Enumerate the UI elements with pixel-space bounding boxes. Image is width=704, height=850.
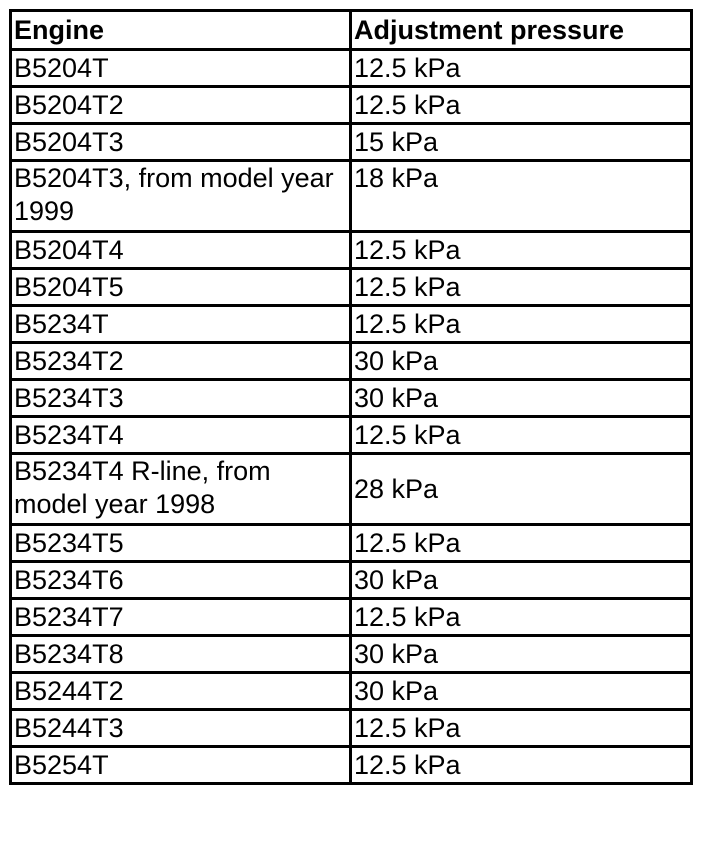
pressure-cell: 12.5 kPa: [351, 269, 692, 306]
pressure-cell: 30 kPa: [351, 673, 692, 710]
table-row: [11, 599, 692, 636]
table-row: [11, 562, 692, 599]
engine-cell: B5204T5: [11, 269, 351, 306]
engine-cell: B5234T5: [11, 525, 351, 562]
pressure-cell: 12.5 kPa: [351, 232, 692, 269]
engine-cell: B5244T2: [11, 673, 351, 710]
table-row: [11, 269, 692, 306]
table-row: [11, 87, 692, 124]
table-row: [11, 50, 692, 87]
pressure-column-header: Adjustment pressure: [351, 11, 692, 50]
engine-column-header: Engine: [11, 11, 351, 50]
pressure-cell: 12.5 kPa: [351, 599, 692, 636]
engine-cell: B5254T: [11, 747, 351, 784]
engine-cell: B5204T4: [11, 232, 351, 269]
pressure-cell: 12.5 kPa: [351, 87, 692, 124]
table-row: [11, 343, 692, 380]
table-row: [11, 454, 692, 525]
engine-cell: B5234T4 R-line, from model year 1998: [11, 454, 351, 525]
adjustment-pressure-table: [9, 9, 693, 785]
table-row: [11, 306, 692, 343]
engine-cell: B5244T3: [11, 710, 351, 747]
engine-cell: B5234T3: [11, 380, 351, 417]
engine-cell: B5234T8: [11, 636, 351, 673]
engine-cell: B5234T4: [11, 417, 351, 454]
pressure-cell: 30 kPa: [351, 343, 692, 380]
table-row: [11, 673, 692, 710]
table-row: [11, 417, 692, 454]
table-row: [11, 232, 692, 269]
pressure-cell: 12.5 kPa: [351, 710, 692, 747]
pressure-cell: 15 kPa: [351, 124, 692, 161]
pressure-cell: 30 kPa: [351, 636, 692, 673]
engine-cell: B5204T3, from model year 1999: [11, 161, 351, 232]
table-row: [11, 710, 692, 747]
pressure-cell: 30 kPa: [351, 562, 692, 599]
pressure-cell: 30 kPa: [351, 380, 692, 417]
engine-cell: B5204T3: [11, 124, 351, 161]
table-header-row: [11, 11, 692, 50]
table-row: [11, 636, 692, 673]
pressure-cell: 12.5 kPa: [351, 306, 692, 343]
engine-cell: B5204T2: [11, 87, 351, 124]
table-row: [11, 525, 692, 562]
table-row: [11, 124, 692, 161]
pressure-cell: 12.5 kPa: [351, 417, 692, 454]
engine-cell: B5234T2: [11, 343, 351, 380]
pressure-cell: 28 kPa: [351, 454, 692, 525]
engine-cell: B5234T6: [11, 562, 351, 599]
table-row: [11, 380, 692, 417]
engine-cell: B5234T: [11, 306, 351, 343]
pressure-cell: 12.5 kPa: [351, 747, 692, 784]
engine-cell: B5204T: [11, 50, 351, 87]
pressure-cell: 18 kPa: [351, 161, 692, 232]
table-row: [11, 161, 692, 232]
pressure-cell: 12.5 kPa: [351, 50, 692, 87]
engine-cell: B5234T7: [11, 599, 351, 636]
table-row: [11, 747, 692, 784]
pressure-cell: 12.5 kPa: [351, 525, 692, 562]
